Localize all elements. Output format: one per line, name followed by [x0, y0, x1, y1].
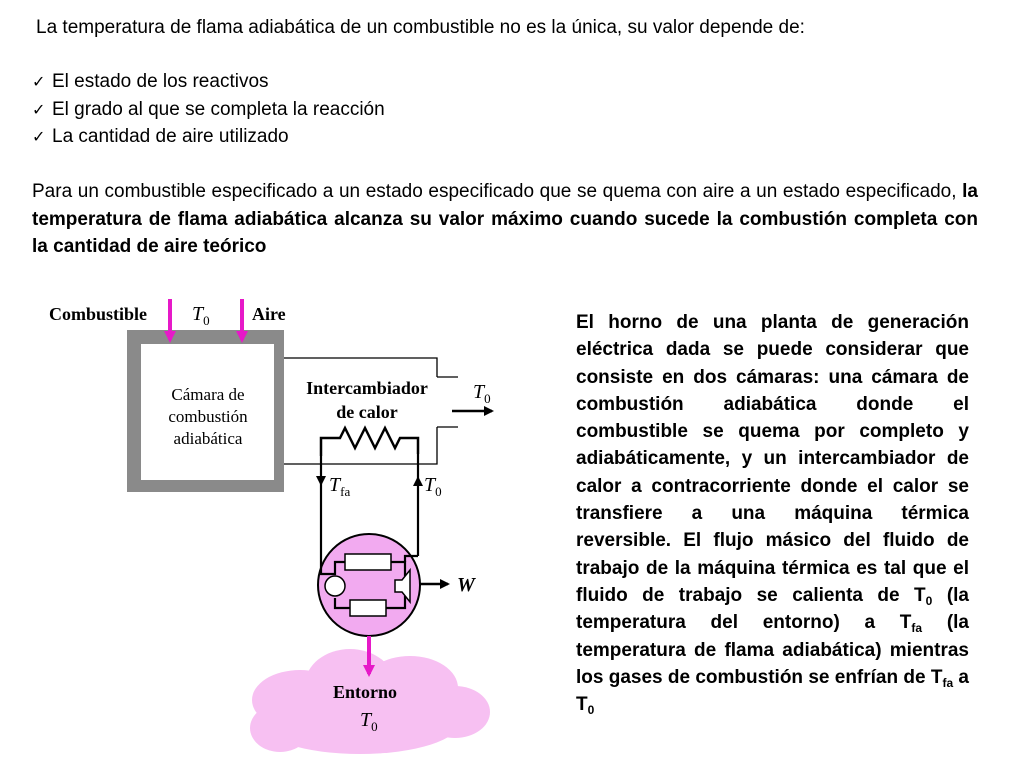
- fuel-label: Combustible: [49, 304, 148, 324]
- bold-statement: la temperatura de flama adiabática alcanza su valor máximo cuando sucede la combustión completa con la cantidad de aire teórico: [32, 181, 978, 257]
- pump-icon: [325, 576, 345, 596]
- checkmark-icon: ✓: [32, 99, 46, 119]
- environment-temp-label: $T_0$: [360, 709, 378, 734]
- furnace-description: El horno de una planta de generación eléctrica dada se puede considerar que consiste en dos cámaras: una cámara de combustión adiabática donde el combustible se quema por completo y adiabáticamente, y un intercambiador de calor a contracorriente donde el calor se transfiere a una máquina térmica reversible. El flujo másico del fluido de trabajo de la máquina térmica es tal que el fluido de trabajo se calienta de $T_0$ (la temperatura del entorno) a $T_{fa}$ (la temperatura de flama adiabática) mientras los gases de combustión se enfrían de $T_{fa}$ a $T_0$: [576, 312, 969, 718]
- fuel-temp-label: $T_0$: [192, 303, 210, 328]
- intro-text: La temperatura de flama adiabática de un combustible no es la única, su valor depende de:: [36, 17, 805, 38]
- hx-wall: [284, 427, 437, 464]
- engine-component: [345, 554, 391, 570]
- list-item: ✓ La cantidad de aire utilizado: [32, 123, 385, 151]
- checkmark-icon: ✓: [32, 72, 46, 91]
- heater-coil: [321, 428, 418, 456]
- hx-label: Intercambiador: [306, 378, 428, 398]
- chamber-label: Cámara de: [171, 385, 245, 404]
- work-label: W: [457, 574, 475, 596]
- hx-label: de calor: [336, 402, 398, 422]
- chamber-label: adiabática: [173, 429, 243, 448]
- air-label: Aire: [252, 304, 286, 324]
- environment-label: Entorno: [332, 682, 398, 702]
- engine-component: [350, 600, 386, 616]
- list-item: ✓ El grado al que se completa la reacción: [32, 96, 385, 124]
- hx-wall: [284, 358, 437, 377]
- list-item: ✓ El estado de los reactivos: [32, 68, 385, 96]
- max-temperature-paragraph: Para un combustible especificado a un estado especificado que se quema con aire a un estado especificado, la temperatura de flama adiabática alcanza su valor máximo cuando sucede la combustión completa con la cantidad de aire teórico: [32, 181, 978, 257]
- chamber-label: combustión: [168, 407, 248, 426]
- t0-label: $T_0$: [424, 474, 442, 499]
- checkmark-icon: ✓: [32, 127, 46, 146]
- tfa-label: $T_{fa}$: [329, 474, 351, 499]
- exhaust-temp-label: $T_0$: [473, 381, 491, 406]
